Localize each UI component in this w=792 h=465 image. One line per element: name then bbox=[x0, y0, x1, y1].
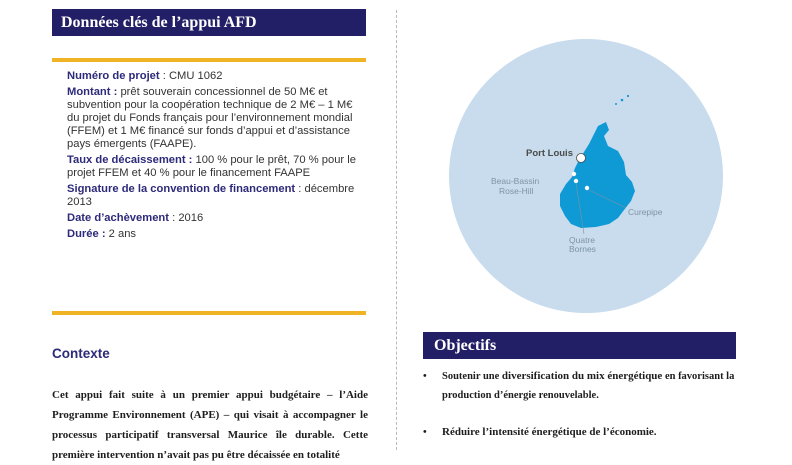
fact-value: 100 % pour le prêt, 70 % pour le projet FFEM et 40 % pour le financement FAAPE bbox=[67, 154, 356, 179]
fact-label: Durée : bbox=[67, 228, 106, 240]
mauritius-map bbox=[448, 38, 724, 314]
fact-disbursement-rate bbox=[67, 154, 357, 180]
fact-separator: : bbox=[159, 70, 169, 82]
map-graphic bbox=[448, 38, 724, 314]
fact-amount bbox=[67, 86, 357, 151]
fact-label: Montant : bbox=[67, 86, 118, 98]
quatre-label: Quatre bbox=[569, 235, 595, 245]
objective-emphasis: Réduire l’intensité énergétique de l’économie. bbox=[442, 426, 657, 438]
bullet-icon: • bbox=[423, 371, 427, 382]
fact-value: 2 ans bbox=[108, 228, 137, 240]
fact-separator: : bbox=[295, 183, 305, 195]
quatre-bornes-marker bbox=[574, 179, 578, 183]
left-column bbox=[52, 0, 368, 461]
fact-completion-date bbox=[67, 212, 357, 225]
fact-value: 2016 bbox=[178, 212, 204, 224]
objectifs-list bbox=[423, 367, 743, 442]
fact-label: Date d’achèvement bbox=[67, 212, 169, 224]
curepipe-label: Curepipe bbox=[628, 207, 663, 217]
fact-separator: : bbox=[168, 212, 179, 224]
column-divider bbox=[396, 10, 397, 450]
contexte-heading: Contexte bbox=[52, 346, 110, 361]
objective-emphasis: diversification du mix énergétique bbox=[501, 370, 663, 382]
fact-value: prêt souverain concessionnel de 50 M€ et subvention pour la coopération technique de 2 M€ – 1 M€ du projet du Fonds français pour l’environnement mondial (FFEM) et 1 M€ financé sur fonds d’appui et d’assistance pays émergents (FAAPE). bbox=[67, 86, 353, 150]
fact-project-number bbox=[67, 70, 357, 83]
port-louis-label: Port Louis bbox=[526, 148, 573, 159]
bullet-icon: • bbox=[423, 427, 427, 438]
fact-signature bbox=[67, 183, 357, 209]
port-louis-marker bbox=[577, 154, 586, 163]
bornes-label: Bornes bbox=[569, 244, 596, 254]
fact-duration bbox=[67, 228, 357, 241]
beau-bassin-marker bbox=[572, 172, 576, 176]
fact-value: CMU 1062 bbox=[168, 70, 223, 82]
fact-label: Numéro de projet bbox=[67, 70, 160, 82]
islet-dot bbox=[627, 95, 629, 97]
objective-item bbox=[423, 423, 743, 442]
gold-rule-bottom bbox=[52, 311, 366, 315]
rose-hill-label: Rose-Hill bbox=[499, 186, 534, 196]
curepipe-marker bbox=[585, 186, 589, 190]
fact-label: Signature de la convention de financement bbox=[67, 183, 296, 195]
objective-text: Soutenir une bbox=[442, 371, 502, 382]
beau-bassin-label: Beau-Bassin bbox=[491, 176, 540, 186]
objectifs-banner: Objectifs bbox=[423, 332, 736, 359]
fact-label: Taux de décaissement : bbox=[67, 154, 193, 166]
objective-text: en favorisant la production d’énergie renouvelable. bbox=[442, 371, 735, 401]
fact-value: décembre 2013 bbox=[67, 183, 355, 208]
keydata-list bbox=[67, 70, 357, 244]
contexte-paragraph: Cet appui fait suite à un premier appui budgétaire – l’Aide Programme Environnement (APE) – qui visait à accompagner le processus participatif transversal Maurice île durable. Cette première intervention n’avait pas pu être décaissée en totalité bbox=[52, 389, 368, 461]
objective-item bbox=[423, 367, 743, 405]
keydata-banner: Données clés de l’appui AFD bbox=[52, 9, 366, 36]
gold-rule-top bbox=[52, 58, 366, 62]
islet-dot bbox=[621, 99, 624, 102]
islet-dot bbox=[615, 103, 617, 105]
